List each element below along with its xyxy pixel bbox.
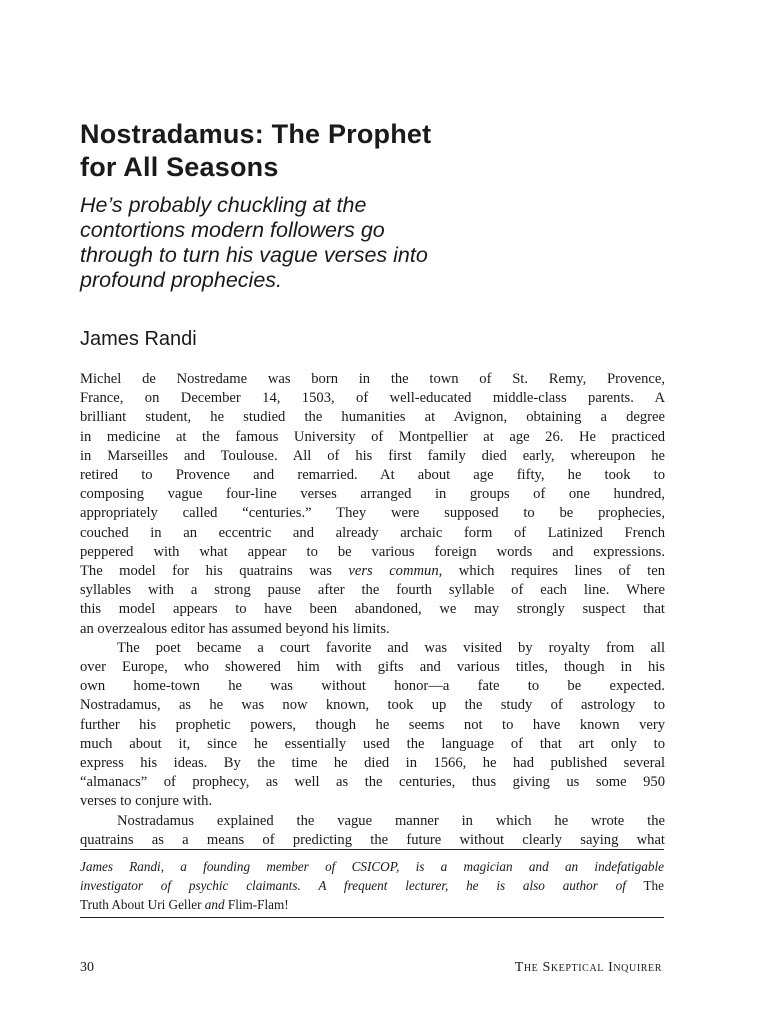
body-line: retired to Provence and remarried. At about age fifty, he took to bbox=[80, 467, 665, 484]
article-body bbox=[80, 370, 665, 850]
body-line: further his prophetic powers, though he seems not to have known very bbox=[80, 716, 665, 733]
body-line: syllables with a strong pause after the fourth syllable of each line. Where bbox=[80, 582, 665, 599]
footnote-italic-text: James Randi, a founding member of CSICOP, is a magician and an indefatigable bbox=[80, 859, 664, 874]
page-number: 30 bbox=[80, 960, 94, 975]
article-title-line: Nostradamus: The Prophet bbox=[80, 119, 432, 149]
article-subtitle bbox=[80, 193, 700, 293]
body-line: over Europe, who showered him with gifts and various titles, though in his bbox=[80, 659, 665, 676]
footnote-italic-text: and bbox=[204, 897, 225, 912]
author-byline: James Randi bbox=[80, 328, 197, 350]
body-line: “almanacs” of prophecy, as well as the centuries, thus giving us some 950 bbox=[80, 774, 665, 791]
body-line: Michel de Nostredame was born in the town of St. Remy, Provence, bbox=[80, 371, 665, 387]
subtitle-line: contortions modern followers go bbox=[80, 218, 385, 242]
body-line: couched in an eccentric and already archaic form of Latinized French bbox=[80, 524, 665, 541]
body-line: appropriately called “centuries.” They were supposed to be prophecies, bbox=[80, 505, 665, 522]
footnote-book-title: Truth About Uri Geller bbox=[80, 897, 202, 912]
footnote-book-title: The bbox=[643, 878, 664, 893]
body-line: The poet became a court favorite and was visited by royalty from all bbox=[117, 639, 665, 656]
article-title-line: for All Seasons bbox=[80, 152, 279, 182]
subtitle-line: profound prophecies. bbox=[80, 268, 283, 292]
footnote-line bbox=[80, 876, 664, 895]
body-line: in medicine at the famous University of Montpellier at age 26. He practiced bbox=[80, 428, 665, 445]
footnote-book-title: Flim-Flam! bbox=[227, 897, 289, 912]
body-line: France, on December 14, 1503, of well-educated middle-class parents. A bbox=[80, 390, 665, 407]
body-line: composing vague four-line verses arranged in groups of one hundred, bbox=[80, 486, 665, 503]
footnote-rule-bottom bbox=[80, 917, 664, 918]
footnote-line bbox=[80, 895, 664, 914]
body-line: brilliant student, he studied the humanities at Avignon, obtaining a degree bbox=[80, 409, 665, 426]
footnote-rule-top bbox=[80, 849, 664, 850]
body-line: Nostradamus explained the vague manner in which he wrote the bbox=[117, 812, 665, 829]
subtitle-line: through to turn his vague verses into bbox=[80, 243, 428, 267]
body-line: in Marseilles and Toulouse. All of his first family died early, whereupon he bbox=[80, 447, 665, 464]
body-line: peppered with what appear to be various foreign words and expressions. bbox=[80, 543, 665, 560]
body-line: own home-town he was without honor—a fate to be expected. bbox=[80, 678, 665, 695]
body-line bbox=[80, 562, 665, 581]
journal-name: The Skeptical Inquirer bbox=[514, 960, 662, 975]
subtitle-line: He’s probably chuckling at the bbox=[80, 193, 367, 217]
author-footnote bbox=[80, 857, 664, 914]
article-title bbox=[80, 118, 700, 184]
body-line: verses to conjure with. bbox=[80, 793, 213, 810]
body-line: this model appears to have been abandoned, we may strongly suspect that bbox=[80, 601, 665, 618]
emphasis-term: vers commun, bbox=[348, 563, 443, 580]
body-line: quatrains as a means of predicting the future without clearly saying what bbox=[80, 831, 665, 848]
body-line: express his ideas. By the time he died in 1566, he had published several bbox=[80, 755, 665, 772]
footnote-line bbox=[80, 857, 664, 876]
body-line: an overzealous editor has assumed beyond his limits. bbox=[80, 620, 390, 637]
body-line: Nostradamus, as he was now known, took up the study of astrology to bbox=[80, 697, 665, 714]
body-line: much about it, since he essentially used the language of that art only to bbox=[80, 735, 665, 752]
body-line-text: which requires lines of ten bbox=[458, 563, 665, 580]
footnote-italic-text: investigator of psychic claimants. A frequent lecturer, he is also author of bbox=[80, 878, 626, 893]
body-line-text: The model for his quatrains was bbox=[80, 563, 332, 580]
